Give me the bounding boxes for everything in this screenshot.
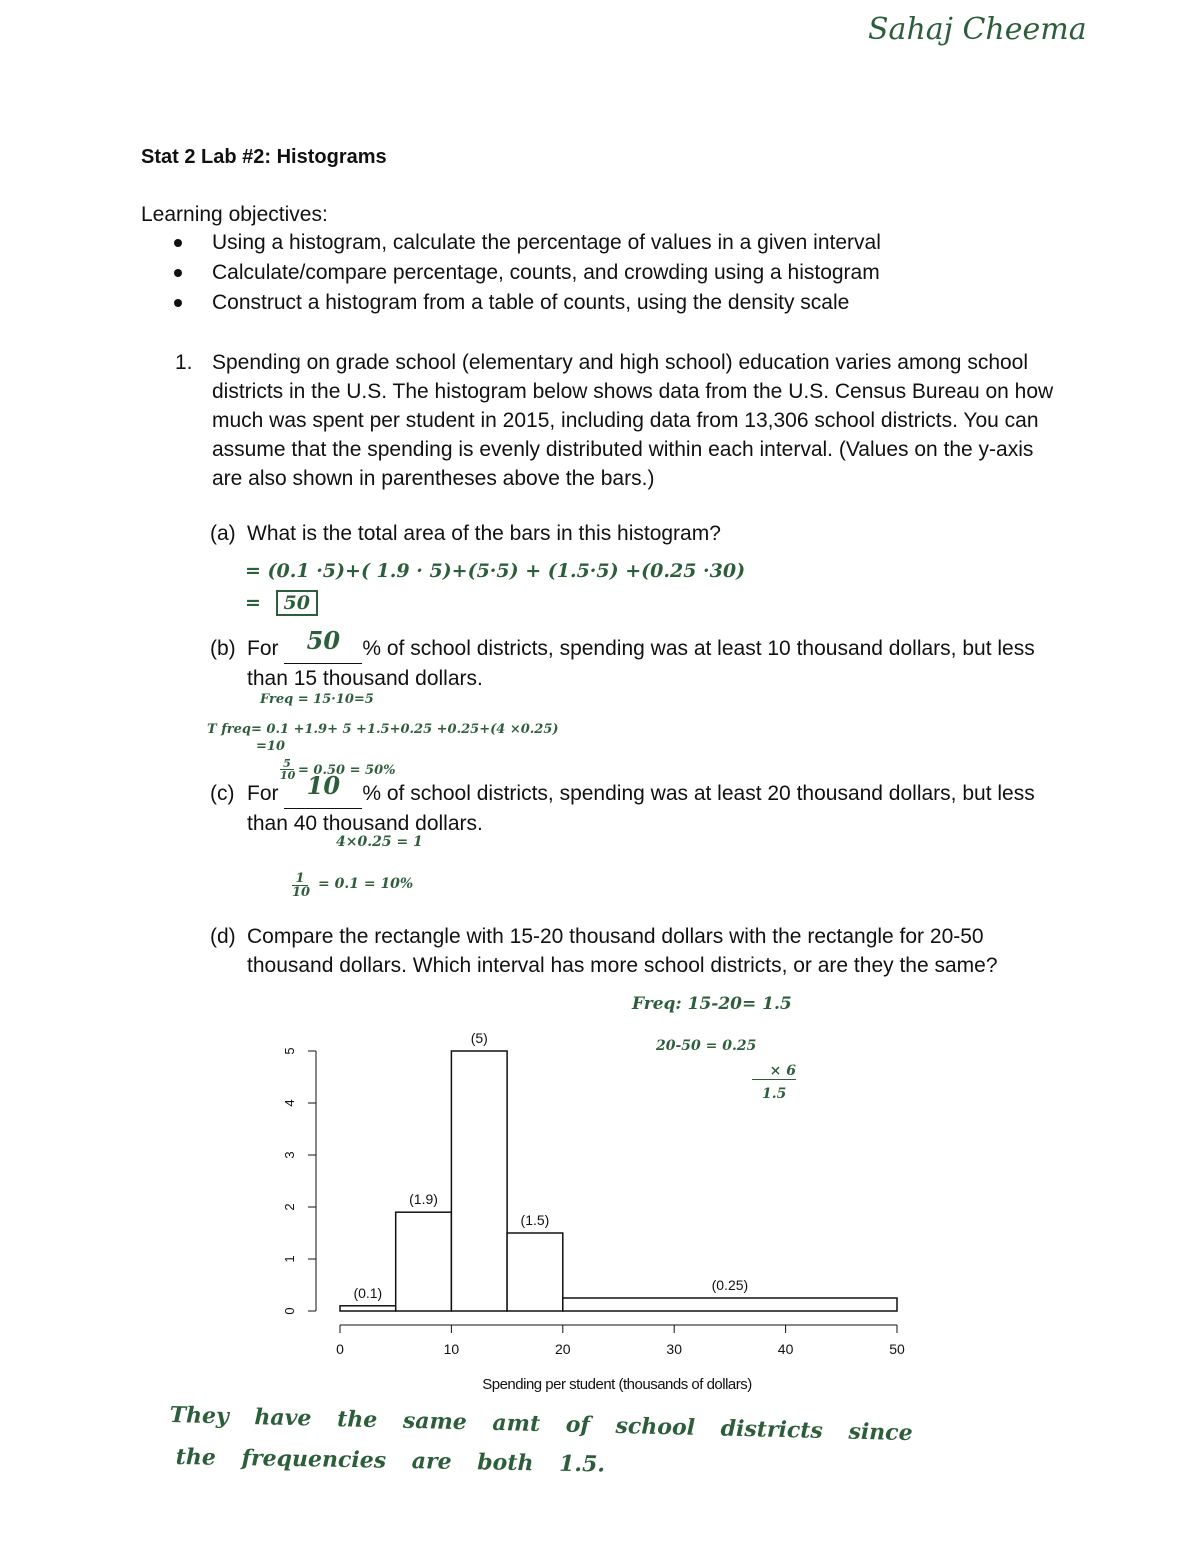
histogram-bar: [451, 1051, 507, 1311]
hw-fraction-num: 5: [280, 758, 294, 770]
part-b-pre: For: [247, 637, 279, 660]
x-tick-label: 50: [889, 1341, 905, 1357]
hw-d-freq4: 1.5: [762, 1086, 787, 1102]
x-tick-label: 30: [666, 1341, 682, 1357]
list-item: Using a histogram, calculate the percentage of values in a given interval: [174, 228, 881, 258]
x-tick-label: 0: [336, 1341, 344, 1357]
part-b-text: [247, 626, 1062, 693]
y-tick-label: 3: [282, 1151, 297, 1159]
hw-c-line2: = 0.1 = 10%: [318, 876, 414, 892]
hw-d-answer-line2: the frequencies are both 1.5.: [175, 1444, 606, 1478]
hw-a-answer-box: 50: [276, 590, 318, 616]
answer-blank: [284, 626, 362, 664]
question-number: 1.: [175, 351, 193, 374]
hw-fraction-den: 10: [292, 885, 311, 900]
hw-c-blank: 10: [306, 771, 341, 800]
hw-fraction-den: 10: [280, 769, 296, 782]
list-item: Calculate/compare percentage, counts, and crowding using a histogram: [174, 258, 881, 288]
hw-d-freq1: Freq: 15-20= 1.5: [632, 994, 792, 1014]
hw-d-answer-line1: They have the same amt of school districts since: [169, 1402, 913, 1447]
hw-a-line2: [245, 590, 318, 616]
part-a-text: What is the total area of the bars in this histogram?: [247, 522, 721, 545]
x-tick-label: 40: [777, 1341, 794, 1357]
part-c-text: [247, 771, 1062, 838]
hw-b-line2: T freq= 0.1 +1.9+ 5 +1.5+0.25 +0.25+(4 ×0.25): [207, 722, 559, 737]
y-tick-label: 5: [282, 1047, 297, 1055]
hw-b-line1: Freq = 15·10=5: [260, 692, 374, 707]
chart-layer: [282, 1030, 905, 1357]
y-tick-label: 4: [282, 1099, 297, 1107]
list-item: Construct a histogram from a table of counts, using the density scale: [174, 288, 881, 318]
learning-objectives-heading: Learning objectives:: [141, 203, 328, 226]
page-title: Stat 2 Lab #2: Histograms: [141, 146, 387, 168]
part-c-post: % of school districts, spending was at least 20 thousand dollars, but less than 40 thousand dollars.: [247, 782, 1035, 835]
hw-a-line1: = (0.1 ·5)+( 1.9 · 5)+(5·5) + (1.5·5) +(0.25 ·30): [245, 560, 746, 582]
part-label: (b): [210, 637, 236, 660]
hw-c-line1: 4×0.25 = 1: [336, 834, 423, 850]
signature: Sahaj Cheema: [868, 12, 1087, 47]
histogram-bar: [340, 1306, 396, 1311]
y-tick-label: 0: [282, 1307, 297, 1315]
hw-d-freq2: 20-50 = 0.25: [656, 1038, 757, 1054]
part-d: [210, 922, 998, 977]
part-b-post: % of school districts, spending was at least 10 thousand dollars, but less than 15 thousand dollars.: [247, 637, 1035, 690]
bar-value-label: (1.5): [520, 1212, 550, 1228]
part-a: [210, 519, 721, 548]
bar-value-label: (0.25): [711, 1277, 749, 1293]
part-label: (a): [210, 522, 236, 545]
x-tick-label: 20: [555, 1341, 571, 1357]
y-tick-label: 2: [282, 1203, 297, 1211]
histogram-chart: [260, 1010, 940, 1410]
part-label: (c): [210, 782, 235, 805]
chart-x-axis-label: Spending per student (thousands of dollars): [482, 1376, 752, 1393]
hw-b-line4: = 0.50 = 50%: [298, 763, 396, 778]
part-c: [210, 771, 1035, 835]
part-d-text: Compare the rectangle with 15-20 thousand dollars with the rectangle for 20-50 thousand dollars. Which interval has more school districts, or are they the same?: [247, 925, 998, 977]
histogram-bar: [396, 1212, 452, 1311]
hw-b-blank: 50: [306, 626, 341, 655]
part-b: [210, 626, 1035, 690]
hw-d-freq3: × 6: [752, 1063, 796, 1080]
histogram-bar: [563, 1298, 897, 1311]
hw-c-fraction: [292, 871, 311, 900]
answer-blank: [284, 771, 362, 809]
bar-value-label: (5): [470, 1030, 488, 1046]
part-label: (d): [210, 925, 236, 948]
bar-value-label: (1.9): [409, 1191, 438, 1208]
hw-fraction-num: 1: [292, 872, 308, 886]
hw-equals: =: [245, 592, 261, 614]
y-tick-label: 1: [282, 1255, 297, 1263]
hw-b-line3: =10: [256, 739, 285, 754]
question-text: Spending on grade school (elementary and high school) education varies among school districts in the U.S. The histogram below shows data from the U.S. Census Bureau on how much was spent per student in 2015, including data from 13,306 school districts. You can assume that the spending is evenly distributed within each interval. (Values on the y-axis are also shown in parentheses above the bars.): [212, 351, 1054, 490]
bar-value-label: (0.1): [353, 1284, 383, 1301]
part-c-pre: For: [247, 782, 279, 805]
x-tick-label: 10: [443, 1341, 460, 1357]
histogram-bar: [507, 1233, 563, 1311]
learning-objectives-list: [174, 228, 881, 318]
